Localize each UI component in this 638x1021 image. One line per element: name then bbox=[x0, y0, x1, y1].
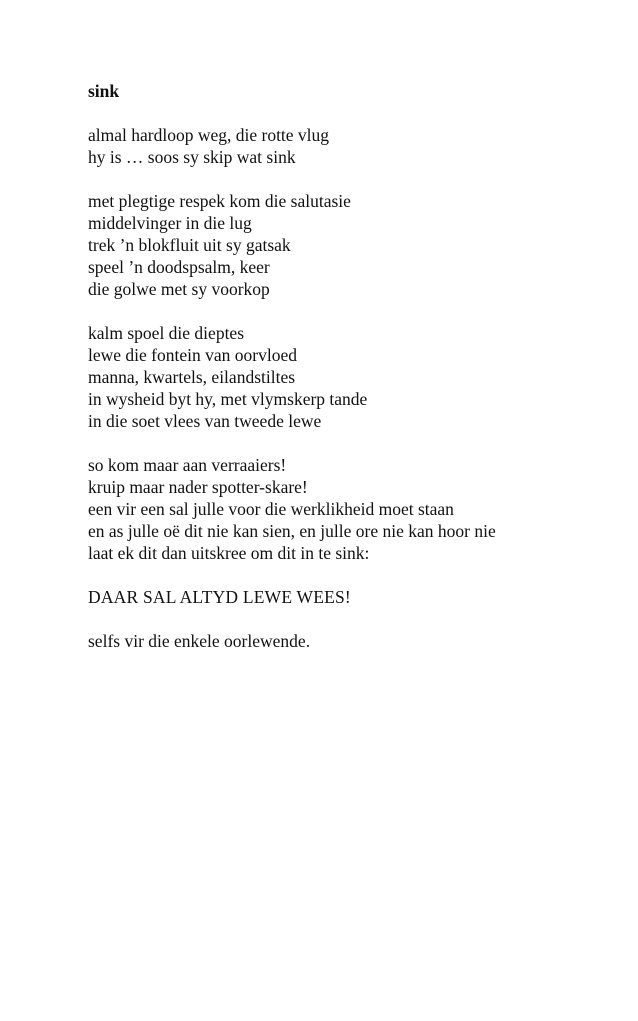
stanza-6 bbox=[88, 630, 618, 652]
poem-line: en as julle oë dit nie kan sien, en julle ore nie kan hoor nie bbox=[88, 521, 496, 541]
poem-line: in wysheid byt hy, met vlymskerp tande bbox=[88, 389, 368, 409]
stanza-5 bbox=[88, 586, 618, 608]
poem-line: so kom maar aan verraaiers! bbox=[88, 455, 287, 475]
poem-line: in die soet vlees van tweede lewe bbox=[88, 411, 322, 431]
poem-line: speel ’n doodspsalm, keer bbox=[88, 257, 270, 277]
poem-line: almal hardloop weg, die rotte vlug bbox=[88, 125, 330, 145]
poem-line: kruip maar nader spotter-skare! bbox=[88, 477, 308, 497]
poem-line: een vir een sal julle voor die werklikheid moet staan bbox=[88, 499, 454, 519]
stanza-2 bbox=[88, 190, 618, 300]
poem-title: sink bbox=[88, 81, 120, 101]
stanza-1 bbox=[88, 124, 618, 168]
poem-line: middelvinger in die lug bbox=[88, 213, 252, 233]
poem-line: met plegtige respek kom die salutasie bbox=[88, 191, 351, 211]
poem-line: die golwe met sy voorkop bbox=[88, 279, 270, 299]
poem-line: trek ’n blokfluit uit sy gatsak bbox=[88, 235, 291, 255]
poem-line: lewe die fontein van oorvloed bbox=[88, 345, 297, 365]
poem-line: laat ek dit dan uitskree om dit in te sink: bbox=[88, 543, 370, 563]
poem bbox=[88, 80, 618, 674]
poem-line: hy is … soos sy skip wat sink bbox=[88, 147, 296, 167]
stanza-4 bbox=[88, 454, 618, 564]
poem-line: selfs vir die enkele oorlewende. bbox=[88, 631, 311, 651]
poem-line-exclamation: DAAR SAL ALTYD LEWE WEES! bbox=[88, 587, 351, 607]
poem-line: manna, kwartels, eilandstiltes bbox=[88, 367, 296, 387]
poem-line: kalm spoel die dieptes bbox=[88, 323, 245, 343]
stanza-3 bbox=[88, 322, 618, 432]
